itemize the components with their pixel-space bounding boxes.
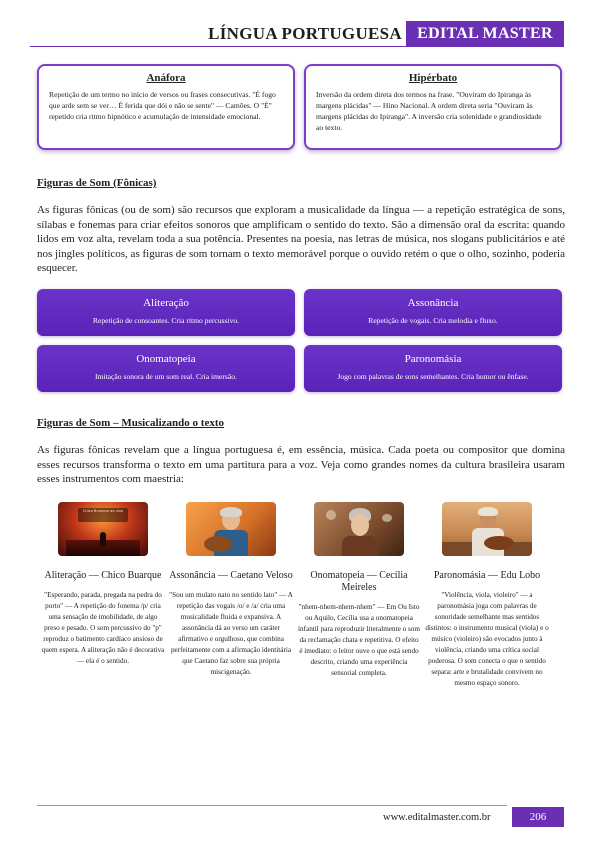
example-text: "Sou um mulato nato no sentido lato" — A repetição das vogais /o/ e /a/ cria uma musicalidade fluida e expansiva. A assonância dá ao verso um caráter afirmativo e orgulhoso, que combina perfeitamente com a afirmação identitária que Caetano faz sobre sua própria miscigenação. [169, 591, 293, 676]
page-number: 206 [512, 807, 564, 827]
example-column-cecilia [297, 502, 421, 679]
footer-divider [37, 805, 507, 806]
card-title: Aliteração [143, 297, 189, 309]
card-desc: Imitação sonora de um som real. Cria imersão. [95, 372, 237, 381]
section-heading-figuras-de-som: Figuras de Som (Fônicas) [37, 177, 157, 189]
guitarist-photo [186, 502, 276, 556]
subject-title: LÍNGUA PORTUGUESA [208, 24, 402, 43]
example-title: Assonância — Caetano Veloso [169, 570, 293, 581]
example-text: "Violência, viola, violeiro" — a paronomásia joga com palavras de sonoridade semelhante mas sentidos distintos: o instrumento musical (viola) e o músico (violeiro) são evocados junto à violência, criando uma crítica social poderosa. O som conecta o que o sentido separa: arte e brutalidade convivem no mesmo espaço sonoro. [425, 591, 549, 687]
card-desc: Jogo com palavras de sons semelhantes. Cria humor ou ênfase. [337, 372, 529, 381]
example-text: "nhem-nhem-nhem-nhem" — Em Ou Isto ou Aquilo, Cecília usa a onomatopeia infantil para reproduzir literalmente o som da reclamação chata e repetitiva. O efeito é imediato: o leitor ouve o que está sendo descrito, criando uma experiência sensorial completa. [298, 603, 420, 677]
anafora-box [37, 64, 295, 150]
poet-portrait-photo [314, 502, 404, 556]
violeiro-photo [442, 502, 532, 556]
card-paronomasia [304, 345, 562, 392]
example-text: "Esperando, parada, pregada na pedra do porto" — A repetição do fonema /p/ cria uma sensação de imobilidade, de algo preso e pesado. O som percussivo do "p" reproduz o batimento cardíaco ansioso de quem espera. A aliteração não é decorativa — ela é o sentido. [41, 591, 165, 665]
section-paragraph-2: As figuras fônicas revelam que a língua portuguesa é, em essência, música. Cada poeta ou compositor que domina esses recursos transforma o texto em uma partitura para a voz. Veja como grandes nomes da cultura brasileira usaram esses instrumentos com maestria: [37, 444, 565, 485]
example-column-chico [41, 502, 165, 667]
example-title: Onomatopeia — Cecília Meireles [310, 570, 408, 593]
box-title: Hipérbato [408, 72, 458, 84]
example-column-caetano [169, 502, 293, 678]
section-paragraph: As figuras fônicas (ou de som) são recursos que exploram a musicalidade da língua — a repetição estratégica de sons, sílabas e fonemas para criar efeitos sonoros que amplificam o sentido do texto. São a dimensão oral da escrita: quando lidos em voz alta, revelam toda a sua potência. Presentes na poesia, nas letras de música, nos slogans publicitários e até nos jingles políticos, as figuras de som tornam o texto memorável porque o ouvido retém o que o olho, sozinho, poderia esquecer. [37, 204, 565, 274]
card-title: Onomatopeia [136, 353, 196, 365]
card-aliteracao [37, 289, 295, 336]
brand-badge: EDITAL MASTER [406, 21, 564, 47]
stage-screen-caption: Chico Buarque ao vivo [82, 509, 124, 513]
box-text: Inversão da ordem direta dos termos na frase. "Ouviram do Ipiranga às margens plácidas" — Hino Nacional. A ordem direta seria "Ouviram às margens plácidas do Ipiranga". A inversão cria solenidade e grandiosidade ao texto. [316, 90, 542, 132]
card-assonancia [304, 289, 562, 336]
card-desc: Repetição de consoantes. Cria ritmo percussivo. [92, 316, 240, 325]
example-title: Aliteração — Chico Buarque [44, 570, 162, 581]
box-text: Repetição de um termo no início de versos ou frases consecutivas. "É fogo que arde sem se ver… É ferida que dói e não se sente" — Camões. O "É" repetido cria ritmo hipnótico e acumulação de intensidade emocional. [49, 90, 276, 121]
header-divider [30, 46, 564, 47]
concert-stage-image [58, 502, 148, 556]
page-header [30, 21, 564, 47]
card-title: Paronomásia [404, 353, 462, 365]
example-column-edu [425, 502, 549, 689]
section-heading-musicalizando: Figuras de Som – Musicalizando o texto [37, 417, 224, 429]
card-title: Assonância [407, 297, 459, 309]
footer-website-link[interactable]: www.editalmaster.com.br [383, 812, 491, 823]
card-desc: Repetição de vogais. Cria melodia e fluxo. [368, 316, 498, 325]
card-onomatopeia [37, 345, 295, 392]
hiperbato-box [304, 64, 562, 150]
box-title: Anáfora [146, 72, 186, 84]
example-title: Paronomásia — Edu Lobo [433, 570, 541, 581]
